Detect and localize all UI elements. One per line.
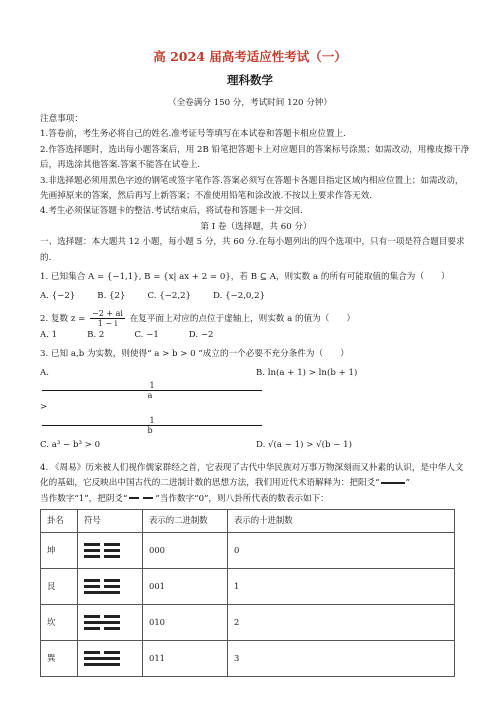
fraction: $\frac{1}{a}$	[42, 381, 258, 400]
fraction: $\frac{-2 + ai}{1 - i}$	[92, 308, 123, 328]
yin-bar	[84, 555, 100, 558]
question-4-stem-cont: 当作数字“1”，把阴爻“ ”当作数字“0”，则八卦所代表的数表示如下：	[40, 493, 329, 504]
question-1-options	[40, 289, 472, 304]
instruction-item: 4.考生必须保证答题卡的整洁.考试结束后，将试卷和答题卡一并交回.	[40, 206, 303, 217]
table-row	[41, 569, 455, 605]
question-4-stem: 4. 《周易》历来被人们视作儒家群经之首，它表现了古代中华民族对万事万物深刻而又朴素的认识，是中华人文化的基础，它反映出中国古代的二进制计数的思想方法，我们用近代术语解释为：把阳爻“ ”	[40, 462, 464, 489]
question-2-stem: 2. 复数 z = $\frac{-2 + ai}{1 - i}$ 在复平面上对应的点位于虚轴上，则实数 a 的值为（ ）	[40, 308, 356, 328]
option-b: B. 2	[87, 329, 105, 340]
exam-body	[40, 112, 472, 677]
instruction-item: 2.作答选择题时，选出每小题答案后，用 2B 铅笔把答题卡上对应题目的答案标号涂黑；如需改动，用橡皮擦干净后，再选涂其他答案.答案不能答在试卷上.	[40, 144, 470, 171]
yin-line	[84, 585, 136, 588]
decimal-value: 3	[228, 641, 455, 677]
exam-note: （全卷满分 150 分，考试时间 120 分钟）	[167, 98, 333, 108]
yang-bar	[84, 591, 120, 594]
question-3-stem: 3. 已知 a,b 为实数，则使得“ a > b > 0 ”成立的一个必要不充分条件为（ ）	[40, 349, 349, 360]
header-cell: 表示的十进制数	[228, 510, 455, 533]
yang-line-icon	[381, 482, 405, 485]
yin-bar	[104, 555, 120, 558]
yin-line	[84, 651, 136, 654]
question-3-options-row2	[40, 438, 472, 453]
binary-value: 011	[143, 641, 228, 677]
yang-line	[84, 663, 136, 666]
option-c: C. {−2,2}	[147, 291, 192, 302]
yin-bar	[104, 549, 120, 552]
decimal-value: 1	[228, 569, 455, 605]
option-c: C. a³ − b³ > 0	[40, 439, 101, 450]
header-cell: 符号	[78, 510, 143, 533]
table-header-row	[41, 510, 455, 533]
option-a: A. {−2}	[40, 291, 76, 302]
yin-bar	[84, 579, 100, 582]
header-cell: 表示的二进制数	[143, 510, 228, 533]
yang-bar	[84, 663, 120, 666]
binary-value: 010	[143, 605, 228, 641]
trigram-name: 巽	[41, 641, 78, 677]
option-a: A. 1	[40, 329, 58, 340]
fraction: $\frac{1}{b}$	[42, 416, 258, 435]
trigram-symbol	[78, 641, 143, 677]
option-b: B. ln(a + 1) > ln(b + 1)	[256, 367, 358, 378]
yin-bar	[84, 585, 100, 588]
trigram-symbol	[78, 569, 143, 605]
option-d: D. √(a − 1) > √(b − 1)	[256, 439, 352, 450]
table-row	[41, 641, 455, 677]
question-2-options	[40, 328, 472, 343]
yin-bar	[104, 615, 120, 618]
instruction-item: 1.答卷前，考生务必将自己的姓名.准考证号等填写在本试卷和答题卡相应位置上.	[40, 129, 346, 140]
exam-title: 高 2024 届高考适应性考试（一）	[153, 49, 347, 64]
yang-line	[84, 621, 136, 624]
instruction-item: 3.非选择题必须用黑色字迹的钢笔或签字笔作答.答案必须写在答题卡各题目指定区域内相应位置上；如需改动，先画掉原来的答案，然后再写上新答案；不准使用铅笔和涂改液.不按以上要求作答无效.	[40, 175, 464, 202]
yin-line	[84, 627, 136, 630]
section-intro: 一、选择题：本大题共 12 小题，每小题 5 分，共 60 分.在每小题列出的四个选项中，只有一项是符合题目要求的.	[40, 237, 465, 263]
trigram-name: 坤	[41, 533, 78, 569]
yin-bar	[84, 549, 100, 552]
yin-line-icon	[129, 497, 139, 500]
trigram-name: 艮	[41, 569, 78, 605]
trigram-kan-icon	[84, 615, 136, 630]
binary-value: 000	[143, 533, 228, 569]
yin-bar	[104, 579, 120, 582]
yang-bar	[84, 621, 120, 624]
question-3-options-row1	[40, 366, 472, 435]
instructions-heading: 注意事项：	[40, 114, 83, 124]
trigram-kun-icon	[84, 543, 136, 558]
table-row	[41, 533, 455, 569]
yin-bar	[84, 615, 100, 618]
option-b: B. {2}	[97, 291, 126, 302]
option-c: C. −1	[134, 329, 159, 340]
trigram-name: 坎	[41, 605, 78, 641]
option-a: A. $\frac{1}{a} > \frac{1}{b}$	[40, 366, 256, 435]
yin-line	[84, 555, 136, 558]
yin-line	[84, 549, 136, 552]
option-d: D. {−2,0,2}	[213, 291, 266, 302]
header-cell: 卦名	[41, 510, 78, 533]
yin-line-icon	[143, 497, 153, 500]
trigram-symbol	[78, 605, 143, 641]
yin-bar	[104, 543, 120, 546]
trigram-symbol	[78, 533, 143, 569]
decimal-value: 0	[228, 533, 455, 569]
yin-bar	[104, 627, 120, 630]
option-d: D. −2	[188, 329, 214, 340]
yang-line	[84, 591, 136, 594]
yin-bar	[104, 585, 120, 588]
yin-bar	[84, 651, 100, 654]
yin-line	[84, 543, 136, 546]
yin-line	[84, 615, 136, 618]
trigram-gen-icon	[84, 579, 136, 594]
trigram-xun-icon	[84, 651, 136, 666]
yang-bar	[84, 657, 120, 660]
yin-line	[84, 579, 136, 582]
bagua-table	[40, 509, 455, 677]
question-1-stem: 1. 已知集合 A = {−1,1}, B = {x| ax + 2 = 0}，若 B ⊆ A，则实数 a 的所有可能取值的集合为（ ）	[40, 272, 450, 283]
yin-bar	[84, 543, 100, 546]
yin-bar	[84, 627, 100, 630]
binary-value: 001	[143, 569, 228, 605]
exam-subject: 理科数学	[227, 73, 273, 87]
decimal-value: 2	[228, 605, 455, 641]
table-row	[41, 605, 455, 641]
section-title: 第 I 卷（选择题，共 60 分）	[200, 221, 312, 232]
yang-line	[84, 657, 136, 660]
yin-bar	[104, 651, 120, 654]
